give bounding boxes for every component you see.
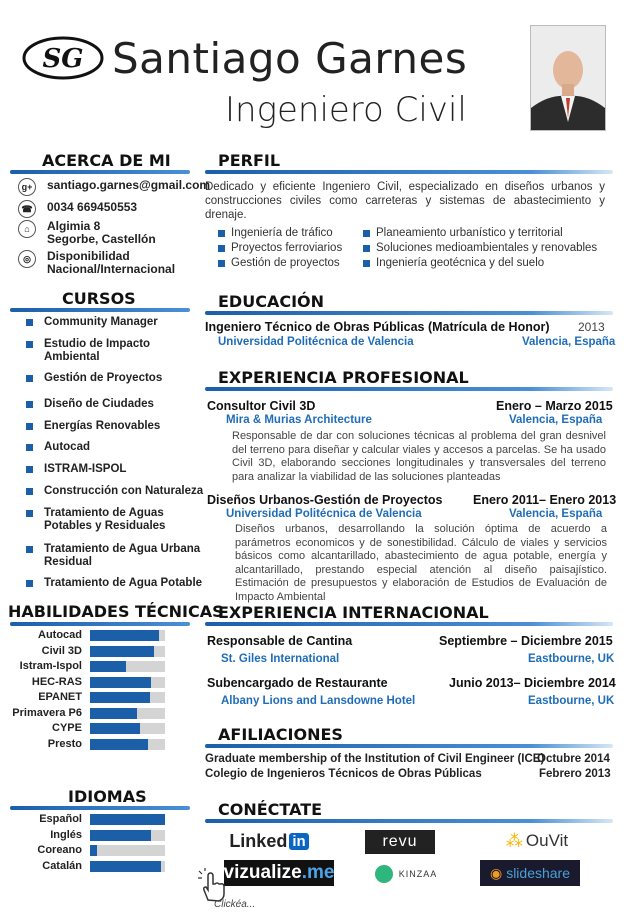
vizualize-me-text: .me: [301, 862, 335, 883]
skill-label: Autocad: [38, 629, 82, 641]
address-row: [18, 220, 156, 246]
job1-title: Consultor Civil 3D: [207, 399, 316, 413]
course-label: [44, 420, 160, 433]
skill-label: CYPE: [52, 722, 82, 734]
profile-bullet: [363, 227, 563, 239]
profile-bullet-label: Proyectos ferroviarios: [231, 242, 343, 254]
phone-icon: ☎: [18, 200, 36, 218]
education-school: Universidad Politécnica de Valencia: [218, 336, 414, 348]
course-label: [44, 338, 150, 364]
vizualize-text: vizualize: [223, 862, 302, 883]
profile-bullet-label: Ingeniería de tráfico: [231, 227, 333, 239]
profile-photo: [530, 25, 606, 131]
intl1-location: Eastbourne, UK: [528, 653, 615, 665]
course-label-line: Estudio de Impacto: [44, 338, 151, 350]
profile-bullet: [363, 257, 544, 269]
phone-text: 0034 669450553: [47, 200, 138, 214]
job2-dates: Enero 2011– Enero 2013: [473, 493, 617, 507]
education-year: 2013: [578, 320, 605, 334]
course-label-line: Gestión de Proyectos: [44, 372, 163, 384]
kinzaa-link[interactable]: [370, 862, 442, 886]
skills-title: HABILIDADES TÉCNICAS: [8, 602, 224, 621]
bullet-square-icon: [26, 401, 33, 408]
course-item: [26, 338, 150, 364]
job2-title: Diseños Urbanos-Gestión de Proyectos: [207, 493, 443, 507]
slideshare-icon: ◉: [489, 864, 503, 881]
home-icon: ⌂: [18, 220, 36, 238]
skill-bar-track: [90, 630, 165, 641]
course-label-line: Construcción con Naturaleza: [44, 485, 204, 497]
experience-title: EXPERIENCIA PROFESIONAL: [218, 368, 469, 387]
bullet-square-icon: [26, 488, 33, 495]
skill-bar-track: [90, 646, 165, 657]
intl2-company: Albany Lions and Lansdowne Hotel: [221, 695, 416, 707]
skill-label: Inglés: [50, 828, 82, 841]
email-text[interactable]: santiago.garnes@gmail.com: [47, 178, 211, 192]
skill-bar-fill: [90, 646, 154, 657]
skill-bar-track: [90, 739, 165, 750]
course-item: [26, 507, 165, 533]
skill-label: EPANET: [38, 691, 82, 703]
education-degree: Ingeniero Técnico de Obras Públicas (Matrícula de Honor): [205, 320, 550, 334]
profile-bullet-label: Planeamiento urbanístico y territorial: [376, 227, 563, 239]
skill-bar-track: [90, 814, 165, 825]
affiliation1-date: Octubre 2014: [537, 753, 610, 765]
international-title: EXPERIENCIA INTERNACIONAL: [218, 603, 489, 622]
course-label: [44, 316, 158, 329]
skill-label: HEC-RAS: [31, 675, 82, 688]
course-label-line: Tratamiento de Agua Urbana: [44, 543, 201, 555]
course-item: [26, 372, 162, 385]
click-hint: Clickéa...: [214, 899, 256, 910]
course-label: [44, 463, 126, 476]
skill-bar-track: [90, 830, 165, 841]
job2-location: Valencia, España: [509, 508, 603, 520]
international-divider: [205, 622, 613, 626]
availability-line1: Disponibilidad: [47, 249, 130, 263]
skill-label: Presto: [47, 737, 82, 750]
linkedin-text: Linked: [229, 830, 288, 851]
profile-text: Dedicado y eficiente Ingeniero Civil, especializado en diseños urbanos y construcciones civiles como carreteras y sistemas de abastecimiento y drenaje.: [205, 181, 605, 221]
linkedin-icon: in: [289, 833, 308, 850]
skill-bar-fill: [90, 630, 159, 641]
job1-desc: Responsable de dar con soluciones técnicas al problema del gran desnivel del terreno para diseñar y calcular viales y accesos a parcelas. Se ha usado Civil 3D, elaborando secciones longitudinales y transversales del terreno para analizar la viabilidad de las soluciones planteadas: [232, 430, 606, 483]
job1-dates: Enero – Marzo 2015: [496, 399, 613, 413]
course-label: [44, 372, 162, 385]
intl2-location: Eastbourne, UK: [528, 695, 615, 707]
phone-row: [18, 200, 137, 218]
kinzaa-text: KINZAA: [398, 869, 438, 879]
skill-bar-fill: [90, 861, 161, 872]
course-label-line: Tratamiento de Agua Potable: [44, 577, 203, 589]
job2-company: Universidad Politécnica de Valencia: [226, 508, 422, 520]
course-label-line: Potables y Residuales: [44, 520, 166, 532]
course-label-line: Community Manager: [44, 316, 158, 328]
course-item: [26, 420, 160, 433]
availability-row: [18, 250, 175, 276]
course-item: [26, 543, 200, 569]
profile-bullet: [218, 227, 333, 239]
skill-bar-fill: [90, 845, 97, 856]
ouvit-link[interactable]: [492, 828, 582, 854]
vizualize-link[interactable]: [224, 860, 334, 886]
bullet-square-icon: [26, 375, 33, 382]
email-row[interactable]: [18, 178, 210, 196]
course-label-line: ISTRAM-ISPOL: [44, 463, 127, 475]
skill-label: Civil 3D: [41, 644, 82, 657]
bullet-square-icon: [26, 341, 33, 348]
skill-bar-fill: [90, 723, 140, 734]
job1-company: Mira & Murias Architecture: [226, 414, 372, 426]
course-label-line: Residual: [44, 556, 92, 568]
skill-bar-fill: [90, 708, 137, 719]
bullet-square-icon: [26, 466, 33, 473]
course-label: [44, 543, 200, 569]
course-label: [44, 507, 165, 533]
intl2-dates: Junio 2013– Diciembre 2014: [449, 676, 616, 690]
skill-label: Istram-Ispol: [19, 660, 82, 672]
course-item: [26, 316, 158, 329]
ouvit-icon: ⁂: [505, 831, 523, 850]
course-label-line: Energías Renovables: [44, 420, 161, 432]
skills-divider: [10, 622, 190, 626]
candidate-title: Ingeniero Civil: [225, 90, 467, 130]
bullet-square-icon: [218, 230, 225, 237]
profile-bullet: [218, 242, 342, 254]
profile-bullet-label: Ingeniería geotécnica y del suelo: [376, 257, 545, 269]
connect-title: CONÉCTATE: [218, 800, 323, 819]
course-item: [26, 577, 202, 590]
affiliations-divider: [205, 744, 613, 748]
availability-icon: ◎: [18, 250, 36, 268]
languages-title: IDIOMAS: [68, 787, 147, 806]
profile-bullet: [363, 242, 597, 254]
intl1-dates: Septiembre – Diciembre 2015: [439, 634, 613, 648]
kinzaa-icon: [375, 865, 393, 883]
skill-label: Catalán: [42, 859, 82, 872]
bullet-square-icon: [26, 546, 33, 553]
connect-divider: [205, 819, 613, 823]
ouvit-text: OuVit: [525, 831, 569, 850]
job1-location: Valencia, España: [509, 414, 603, 426]
skill-label: Español: [39, 813, 82, 825]
skill-bar-fill: [90, 739, 148, 750]
courses-title: CURSOS: [62, 289, 136, 308]
skill-bar-fill: [90, 692, 150, 703]
bullet-square-icon: [26, 444, 33, 451]
course-label-line: Ambiental: [44, 351, 100, 363]
skill-label: Coreano: [37, 844, 82, 856]
courses-divider: [10, 308, 190, 312]
skill-bar-track: [90, 661, 165, 672]
skill-bar-track: [90, 708, 165, 719]
linkedin-link[interactable]: [228, 828, 310, 854]
skill-bar-track: [90, 677, 165, 688]
course-label-line: Diseño de Ciudades: [44, 398, 154, 410]
skill-bar-fill: [90, 661, 126, 672]
affiliation2-name: Colegio de Ingenieros Técnicos de Obras Públicas: [205, 768, 482, 780]
google-plus-icon: g+: [18, 178, 36, 196]
skill-bar-track: [90, 861, 165, 872]
job2-desc: Diseños urbanos, desarrollando la solución óptima de acuerdo a parámetros economicos y de sonestibilidad. Cálculo de viales y servicios básicos como alcantarillado, abastecimiento de agua potable, energía y alcantarillado, prestando especial atención al diseño paisajístico. Estimación de presupuestos y elaboración de Estudios de Evaluación de Impacto Ambiental: [235, 523, 607, 603]
skill-bar-fill: [90, 677, 151, 688]
course-label: [44, 577, 202, 590]
address-line2: Segorbe, Castellón: [47, 232, 156, 246]
skill-bar-track: [90, 845, 165, 856]
education-divider: [205, 311, 613, 315]
course-item: [26, 441, 90, 454]
bullet-square-icon: [363, 260, 370, 267]
candidate-name: Santiago Garnes: [112, 34, 468, 83]
profile-title: PERFIL: [218, 151, 281, 170]
skill-bar-fill: [90, 814, 165, 825]
course-label-line: Tratamiento de Aguas: [44, 507, 164, 519]
slideshare-link[interactable]: [480, 860, 580, 886]
skill-bar-track: [90, 692, 165, 703]
intl1-title: Responsable de Cantina: [207, 634, 353, 648]
bullet-square-icon: [26, 580, 33, 587]
bullet-square-icon: [363, 230, 370, 237]
course-item: [26, 463, 126, 476]
bullet-square-icon: [26, 423, 33, 430]
address-line1: Algimia 8: [47, 219, 101, 233]
education-location: Valencia, España: [522, 336, 616, 348]
skill-bar-track: [90, 723, 165, 734]
about-divider: [10, 170, 190, 174]
affiliations-title: AFILIACIONES: [218, 725, 343, 744]
intl2-title: Subencargado de Restaurante: [207, 676, 388, 690]
affiliation1-name: Graduate membership of the Institution of Civil Engineer (ICE): [205, 753, 545, 765]
revu-link[interactable]: [365, 830, 435, 854]
sg-logo: [22, 36, 104, 80]
slideshare-text: slideshare: [506, 865, 571, 881]
bullet-square-icon: [26, 319, 33, 326]
affiliation2-date: Febrero 2013: [539, 768, 611, 780]
profile-bullet-label: Soluciones medioambientales y renovables: [376, 242, 598, 254]
education-title: EDUCACIÓN: [218, 292, 325, 311]
course-label: [44, 485, 203, 498]
experience-divider: [205, 387, 613, 391]
bullet-square-icon: [218, 260, 225, 267]
course-label: [44, 441, 90, 454]
availability-line2: Nacional/Internacional: [47, 262, 176, 276]
bullet-square-icon: [26, 510, 33, 517]
intl1-company: St. Giles International: [221, 653, 340, 665]
profile-divider: [205, 170, 613, 174]
course-item: [26, 398, 154, 411]
skill-bar-fill: [90, 830, 151, 841]
course-label: [44, 398, 154, 411]
skill-label: Primavera P6: [12, 706, 82, 719]
profile-bullet: [218, 257, 340, 269]
profile-bullet-label: Gestión de proyectos: [231, 257, 340, 269]
svg-text:SG: SG: [42, 44, 84, 74]
course-label-line: Autocad: [44, 441, 90, 453]
revu-text: revu: [382, 833, 418, 850]
about-title: ACERCA DE MI: [42, 151, 171, 170]
course-item: [26, 485, 203, 498]
languages-divider: [10, 806, 190, 810]
bullet-square-icon: [218, 245, 225, 252]
bullet-square-icon: [363, 245, 370, 252]
